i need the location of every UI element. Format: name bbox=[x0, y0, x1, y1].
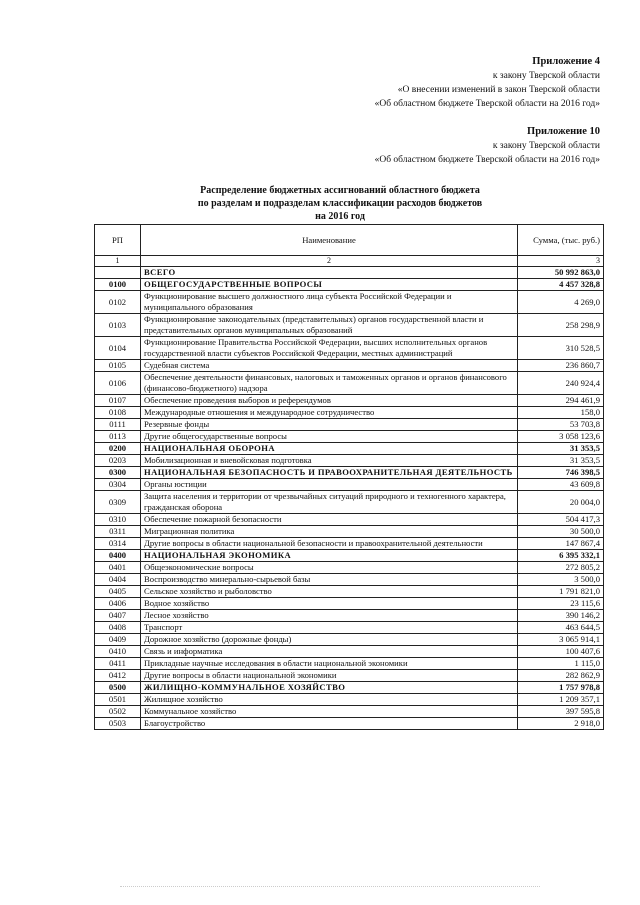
table-row bbox=[95, 360, 604, 372]
row-sum: 258 298,9 bbox=[518, 314, 604, 337]
row-sum: 31 353,5 bbox=[518, 455, 604, 467]
row-code: 0106 bbox=[95, 372, 141, 395]
row-name: Функционирование высшего должностного лица субъекта Российской Федерации и муниципального образования bbox=[141, 291, 518, 314]
document-title-line-3: на 2016 год bbox=[315, 211, 365, 222]
table-row bbox=[95, 718, 604, 730]
table-row bbox=[95, 455, 604, 467]
row-code: 0400 bbox=[95, 550, 141, 562]
row-code: 0111 bbox=[95, 419, 141, 431]
row-code: 0311 bbox=[95, 526, 141, 538]
row-sum: 282 862,9 bbox=[518, 670, 604, 682]
row-code: 0503 bbox=[95, 718, 141, 730]
row-sum: 4 269,0 bbox=[518, 291, 604, 314]
row-code: 0304 bbox=[95, 479, 141, 491]
row-sum: 23 115,6 bbox=[518, 598, 604, 610]
row-name: Органы юстиции bbox=[141, 479, 518, 491]
row-name: Коммунальное хозяйство bbox=[141, 706, 518, 718]
row-sum: 3 058 123,6 bbox=[518, 431, 604, 443]
row-code: 0105 bbox=[95, 360, 141, 372]
row-name: Общеэкономические вопросы bbox=[141, 562, 518, 574]
row-name: Обеспечение деятельности финансовых, налоговых и таможенных органов и органов финансового (финансово-бюджетного) надзора bbox=[141, 372, 518, 395]
row-sum: 1 115,0 bbox=[518, 658, 604, 670]
row-name: НАЦИОНАЛЬНАЯ БЕЗОПАСНОСТЬ И ПРАВООХРАНИТЕЛЬНАЯ ДЕЯТЕЛЬНОСТЬ bbox=[141, 467, 518, 479]
row-name: Международные отношения и международное сотрудничество bbox=[141, 407, 518, 419]
row-name: Другие вопросы в области национальной экономики bbox=[141, 670, 518, 682]
row-name: Водное хозяйство bbox=[141, 598, 518, 610]
row-sum: 240 924,4 bbox=[518, 372, 604, 395]
table-row bbox=[95, 279, 604, 291]
table-row bbox=[95, 526, 604, 538]
table-row bbox=[95, 514, 604, 526]
row-code: 0100 bbox=[95, 279, 141, 291]
table-row bbox=[95, 682, 604, 694]
row-name: Судебная система bbox=[141, 360, 518, 372]
appendix-4-title: Приложение 4 bbox=[532, 56, 600, 67]
table-row bbox=[95, 598, 604, 610]
row-name: ОБЩЕГОСУДАРСТВЕННЫЕ ВОПРОСЫ bbox=[141, 279, 518, 291]
column-number-row bbox=[95, 256, 604, 267]
table-row bbox=[95, 706, 604, 718]
table-row bbox=[95, 337, 604, 360]
row-code: 0411 bbox=[95, 658, 141, 670]
row-code: 0412 bbox=[95, 670, 141, 682]
row-sum: 30 500,0 bbox=[518, 526, 604, 538]
row-code: 0107 bbox=[95, 395, 141, 407]
appendix-4-line-2: «О внесении изменений в закон Тверской области bbox=[397, 85, 600, 95]
row-name: Прикладные научные исследования в области национальной экономики bbox=[141, 658, 518, 670]
row-code: 0406 bbox=[95, 598, 141, 610]
row-sum: 6 395 332,1 bbox=[518, 550, 604, 562]
row-code: 0310 bbox=[95, 514, 141, 526]
row-code: 0108 bbox=[95, 407, 141, 419]
row-code: 0113 bbox=[95, 431, 141, 443]
row-code: 0500 bbox=[95, 682, 141, 694]
row-code: 0410 bbox=[95, 646, 141, 658]
row-sum: 50 992 863,0 bbox=[518, 267, 604, 279]
row-sum: 20 004,0 bbox=[518, 491, 604, 514]
table-row bbox=[95, 634, 604, 646]
row-sum: 158,0 bbox=[518, 407, 604, 419]
row-sum: 397 595,8 bbox=[518, 706, 604, 718]
row-name: Мобилизационная и вневойсковая подготовка bbox=[141, 455, 518, 467]
table-row bbox=[95, 467, 604, 479]
row-sum: 272 805,2 bbox=[518, 562, 604, 574]
table-row bbox=[95, 314, 604, 337]
row-name: Лесное хозяйство bbox=[141, 610, 518, 622]
table-body bbox=[95, 267, 604, 730]
column-number-sum: 3 bbox=[518, 256, 604, 267]
budget-table bbox=[94, 224, 604, 730]
row-sum: 463 644,5 bbox=[518, 622, 604, 634]
row-name: Жилищное хозяйство bbox=[141, 694, 518, 706]
row-sum: 100 407,6 bbox=[518, 646, 604, 658]
row-sum: 236 860,7 bbox=[518, 360, 604, 372]
row-name: Функционирование Правительства Российской Федерации, высших исполнительных органов государственной власти субъектов Российской Федерации, местных администраций bbox=[141, 337, 518, 360]
row-sum: 1 757 978,8 bbox=[518, 682, 604, 694]
table-row bbox=[95, 491, 604, 514]
header-code: РП bbox=[95, 225, 141, 256]
row-name: Обеспечение пожарной безопасности bbox=[141, 514, 518, 526]
scan-footer-line bbox=[120, 886, 540, 887]
row-sum: 4 457 328,8 bbox=[518, 279, 604, 291]
document-title-line-1: Распределение бюджетных ассигнований областного бюджета bbox=[200, 185, 480, 196]
row-sum: 504 417,3 bbox=[518, 514, 604, 526]
document-title-line-2: по разделам и подразделам классификации расходов бюджетов bbox=[197, 198, 483, 209]
table-row bbox=[95, 431, 604, 443]
column-number-code: 1 bbox=[95, 256, 141, 267]
row-name: Другие общегосударственные вопросы bbox=[141, 431, 518, 443]
row-sum: 3 500,0 bbox=[518, 574, 604, 586]
row-name: Другие вопросы в области национальной безопасности и правоохранительной деятельности bbox=[141, 538, 518, 550]
row-name: Защита населения и территории от чрезвычайных ситуаций природного и техногенного характера, гражданская оборона bbox=[141, 491, 518, 514]
table-row bbox=[95, 646, 604, 658]
row-sum: 294 461,9 bbox=[518, 395, 604, 407]
table-row bbox=[95, 479, 604, 491]
row-code: 0102 bbox=[95, 291, 141, 314]
row-code: 0200 bbox=[95, 443, 141, 455]
row-code: 0314 bbox=[95, 538, 141, 550]
row-name: Связь и информатика bbox=[141, 646, 518, 658]
row-code: 0408 bbox=[95, 622, 141, 634]
row-name: Воспроизводство минерально-сырьевой базы bbox=[141, 574, 518, 586]
appendix-4-line-1: к закону Тверской области bbox=[492, 71, 600, 81]
table-row bbox=[95, 395, 604, 407]
row-sum: 53 703,8 bbox=[518, 419, 604, 431]
row-code: 0401 bbox=[95, 562, 141, 574]
table-row bbox=[95, 586, 604, 598]
column-number-name: 2 bbox=[141, 256, 518, 267]
row-name: Транспорт bbox=[141, 622, 518, 634]
table-row bbox=[95, 694, 604, 706]
row-sum: 3 065 914,1 bbox=[518, 634, 604, 646]
table-row bbox=[95, 670, 604, 682]
row-code: 0501 bbox=[95, 694, 141, 706]
row-name: Сельское хозяйство и рыболовство bbox=[141, 586, 518, 598]
appendix-10-line-2: «Об областном бюджете Тверской области на 2016 год» bbox=[374, 155, 600, 165]
row-sum: 746 398,5 bbox=[518, 467, 604, 479]
table-row bbox=[95, 267, 604, 279]
document-title bbox=[150, 184, 530, 223]
row-name: ЖИЛИЩНО-КОММУНАЛЬНОЕ ХОЗЯЙСТВО bbox=[141, 682, 518, 694]
row-name: Дорожное хозяйство (дорожные фонды) bbox=[141, 634, 518, 646]
table-row bbox=[95, 658, 604, 670]
table-header-row bbox=[95, 225, 604, 256]
row-sum: 1 791 821,0 bbox=[518, 586, 604, 598]
row-sum: 31 353,5 bbox=[518, 443, 604, 455]
row-sum: 1 209 357,1 bbox=[518, 694, 604, 706]
row-sum: 2 918,0 bbox=[518, 718, 604, 730]
row-name: Резервные фонды bbox=[141, 419, 518, 431]
row-code: 0407 bbox=[95, 610, 141, 622]
table-row bbox=[95, 562, 604, 574]
appendix-10-header bbox=[375, 125, 600, 167]
row-code: 0502 bbox=[95, 706, 141, 718]
table-row bbox=[95, 610, 604, 622]
row-name: Благоустройство bbox=[141, 718, 518, 730]
appendix-10-title: Приложение 10 bbox=[527, 126, 600, 137]
row-code: 0203 bbox=[95, 455, 141, 467]
row-code bbox=[95, 267, 141, 279]
table-row bbox=[95, 622, 604, 634]
row-sum: 147 867,4 bbox=[518, 538, 604, 550]
row-name: НАЦИОНАЛЬНАЯ ОБОРОНА bbox=[141, 443, 518, 455]
table-row bbox=[95, 419, 604, 431]
row-sum: 390 146,2 bbox=[518, 610, 604, 622]
row-code: 0409 bbox=[95, 634, 141, 646]
appendix-4-line-3: «Об областном бюджете Тверской области на 2016 год» bbox=[374, 99, 600, 109]
row-sum: 310 528,5 bbox=[518, 337, 604, 360]
table-row bbox=[95, 372, 604, 395]
table-row bbox=[95, 291, 604, 314]
row-name: Обеспечение проведения выборов и референдумов bbox=[141, 395, 518, 407]
appendix-10-line-1: к закону Тверской области bbox=[492, 141, 600, 151]
table-row bbox=[95, 407, 604, 419]
header-sum: Сумма, (тыс. руб.) bbox=[518, 225, 604, 256]
row-code: 0300 bbox=[95, 467, 141, 479]
header-name: Наименование bbox=[141, 225, 518, 256]
table-row bbox=[95, 443, 604, 455]
row-code: 0103 bbox=[95, 314, 141, 337]
row-sum: 43 609,8 bbox=[518, 479, 604, 491]
row-code: 0404 bbox=[95, 574, 141, 586]
row-name: Миграционная политика bbox=[141, 526, 518, 538]
appendix-4-header bbox=[375, 55, 600, 111]
row-name: НАЦИОНАЛЬНАЯ ЭКОНОМИКА bbox=[141, 550, 518, 562]
row-code: 0309 bbox=[95, 491, 141, 514]
row-name: Функционирование законодательных (представительных) органов государственной власти и представительных органов муниципальных образований bbox=[141, 314, 518, 337]
table-row bbox=[95, 538, 604, 550]
table-row bbox=[95, 574, 604, 586]
row-code: 0104 bbox=[95, 337, 141, 360]
row-name: ВСЕГО bbox=[141, 267, 518, 279]
row-code: 0405 bbox=[95, 586, 141, 598]
table-row bbox=[95, 550, 604, 562]
